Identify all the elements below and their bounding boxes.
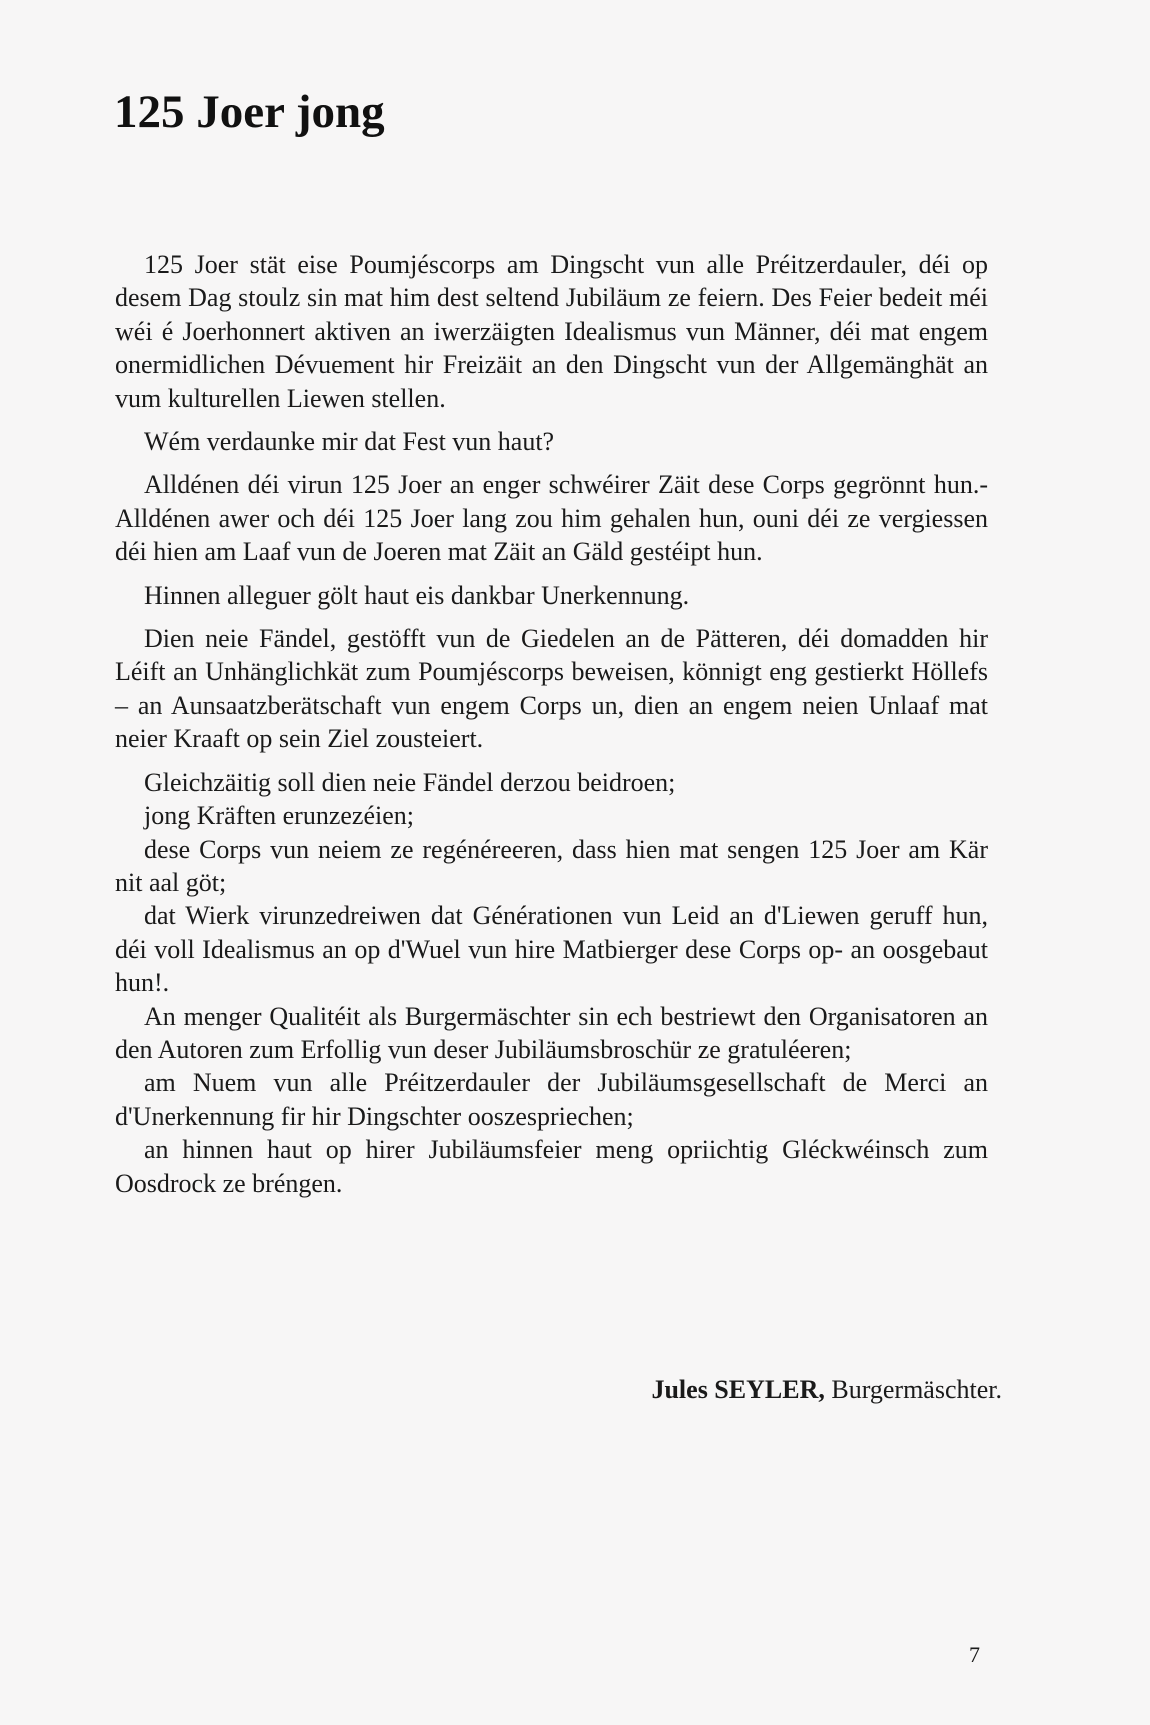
paragraph: Dien neie Fändel, gestöfft vun de Giedelen an de Pätteren, déi domadden hir Léift an Unhänglichkät zum Poumjéscorps beweisen, könnigt eng gestierkt Höllefs – an Aunsaatzberätschaft vun engem Corps un, dien an engem neien Unlaaf mat neier Kraaft op sein Ziel zousteiert. <box>115 624 988 754</box>
page-number: 7 <box>969 1642 980 1667</box>
paragraph: Wém verdaunke mir dat Fest vun haut? <box>144 427 555 457</box>
paragraph: Alldénen déi virun 125 Joer an enger schwéirer Zäit dese Corps gegrönnt hun.- Alldénen awer och déi 125 Joer lang zou him gehalen hun, ouni déi ze vergiessen déi hien am Laaf vun de Joeren mat Zäit an Gäld gestéipt hun. <box>115 470 988 567</box>
signature <box>651 1373 1002 1406</box>
paragraph: Gleichzäitig soll dien neie Fändel derzou beidroen; <box>144 767 676 797</box>
document-body <box>115 248 988 1200</box>
paragraph: am Nuem vun alle Préitzerdauler der Jubiläumsgesellschaft de Merci an d'Unerkennung fir hir Dingschter ooszespriechen; <box>115 1068 988 1131</box>
paragraph: dese Corps vun neiem ze regénéreeren, dass hien mat sengen 125 Joer am Kär nit aal göt; <box>115 834 988 897</box>
document-title: 125 Joer jong <box>114 86 385 138</box>
paragraph: jong Kräften erunzezéien; <box>144 801 414 831</box>
paragraph: dat Wierk virunzedreiwen dat Générationen vun Leid an d'Liewen geruff hun, déi voll Idealismus an op d'Wuel vun hire Matbierger dese Corps op- an oosgebaut hun!. <box>115 901 988 998</box>
paragraph: An menger Qualitéit als Burgermäschter sin ech bestriewt den Organisatoren an den Autoren zum Erfollig vun deser Jubiläumsbroschür ze gratuléeren; <box>115 1001 988 1064</box>
paragraph: Hinnen alleguer gölt haut eis dankbar Unerkennung. <box>144 580 690 610</box>
paragraph: 125 Joer stät eise Poumjéscorps am Dingscht vun alle Préitzerdauler, déi op desem Dag stoulz sin mat him dest seltend Jubiläum ze feiern. Des Feier bedeit méi wéi é Joerhonnert aktiven an iwerzäigten Idealismus vun Männer, déi mat engem onermidlichen Dévuement hir Freizäit an den Dingscht vun der Allgemänghät an vum kulturellen Liewen stellen. <box>115 250 988 413</box>
signature-role: Burgermäschter. <box>831 1375 1002 1404</box>
paragraph: an hinnen haut op hirer Jubiläumsfeier meng opriichtig Gléckwéinsch zum Oosdrock ze bréngen. <box>115 1135 988 1198</box>
signature-name: Jules SEYLER, <box>651 1375 825 1404</box>
